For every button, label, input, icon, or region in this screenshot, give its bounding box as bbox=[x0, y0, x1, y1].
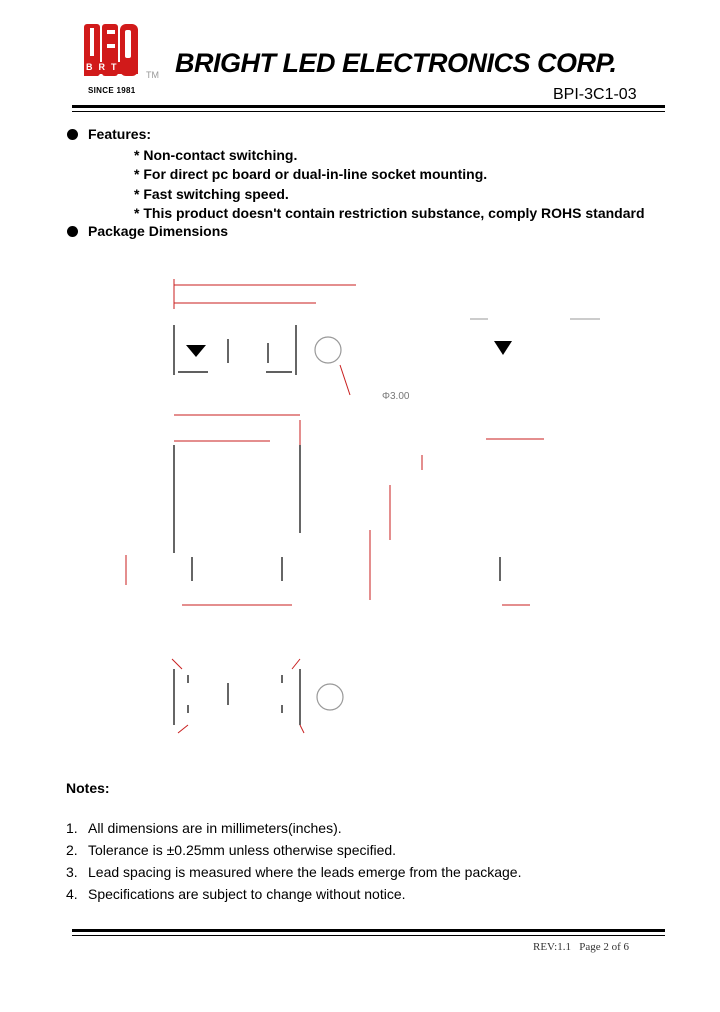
feature-item: * Non-contact switching. bbox=[134, 147, 298, 163]
logo-sub-text: BRT bbox=[86, 62, 123, 72]
features-title: Features: bbox=[88, 126, 152, 142]
footer-rule-thin bbox=[72, 935, 665, 936]
svg-text:Φ3.00: Φ3.00 bbox=[382, 391, 410, 402]
feature-item: * For direct pc board or dual-in-line socket mounting. bbox=[134, 166, 488, 182]
note-item: 2. Tolerance is ±0.25mm unless otherwise specified. bbox=[66, 842, 397, 858]
footer-info bbox=[533, 941, 629, 953]
since-label: SINCE 1981 bbox=[88, 86, 136, 95]
header-rule bbox=[72, 105, 665, 108]
package-title: Package Dimensions bbox=[88, 223, 229, 239]
notes-title: Notes: bbox=[66, 780, 110, 796]
bullet-icon bbox=[67, 226, 78, 237]
note-item: 1. All dimensions are in millimeters(inches). bbox=[66, 820, 342, 836]
company-name: BRIGHT LED ELECTRONICS CORP. bbox=[175, 48, 617, 78]
bullet-icon bbox=[67, 129, 78, 140]
header-rule-thin bbox=[72, 111, 665, 112]
note-item: 3. Lead spacing is measured where the leads emerge from the package. bbox=[66, 864, 522, 880]
revision-label: REV:1.1 bbox=[533, 941, 571, 953]
note-item: 4. Specifications are subject to change without notice. bbox=[66, 886, 406, 902]
feature-item: * This product doesn't contain restriction substance, comply ROHS standard bbox=[134, 205, 645, 221]
footer-rule bbox=[72, 929, 665, 932]
part-number: BPI-3C1-03 bbox=[553, 86, 637, 103]
feature-item: * Fast switching speed. bbox=[134, 186, 289, 202]
package-drawing bbox=[60, 255, 690, 755]
page-indicator: Page 2 of 6 bbox=[579, 941, 630, 953]
trademark-mark: TM bbox=[146, 70, 159, 80]
